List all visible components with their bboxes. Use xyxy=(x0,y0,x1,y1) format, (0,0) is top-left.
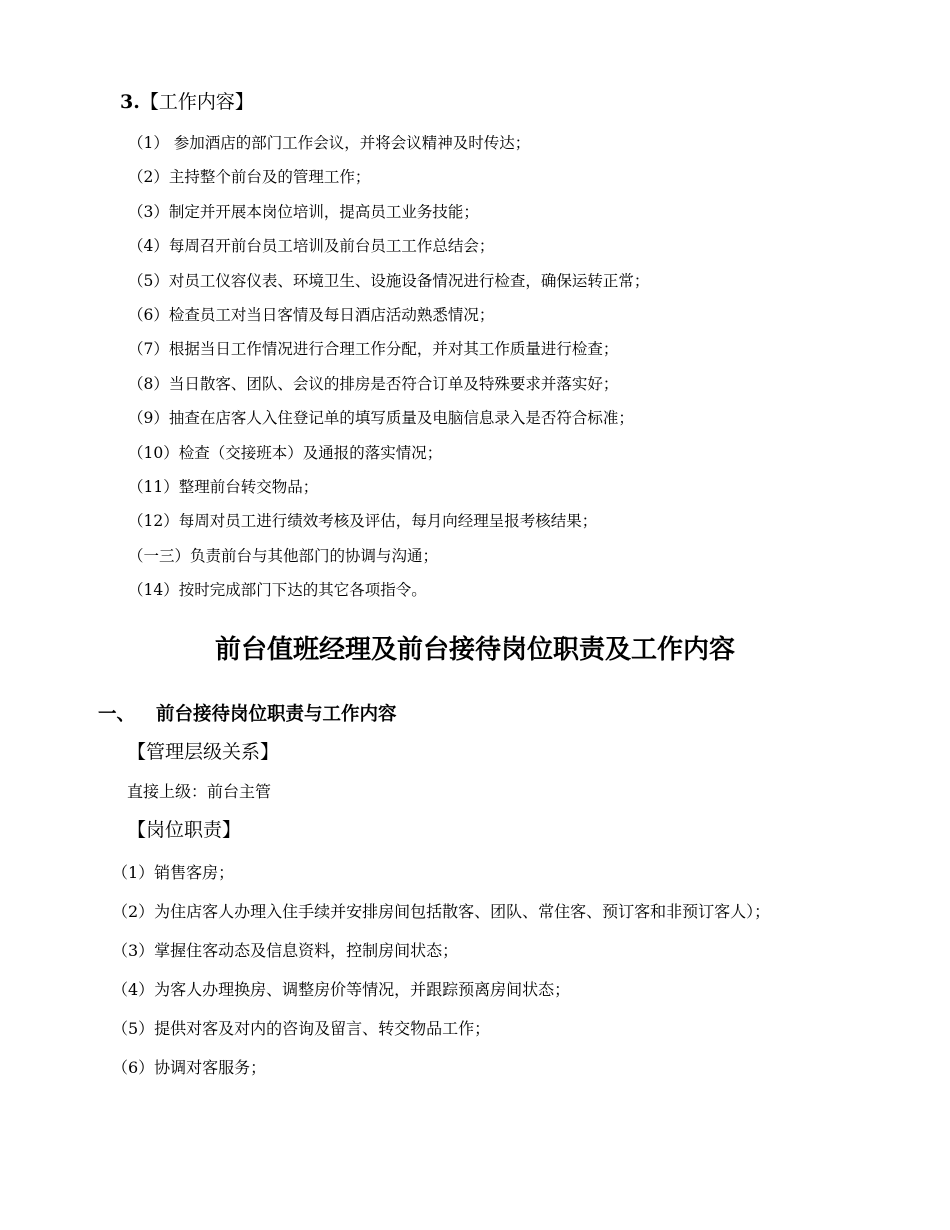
list-item: （3）制定并开展本岗位培训，提高员工业务技能； xyxy=(128,202,479,221)
list-item: （12）每周对员工进行绩效考核及评估，每月向经理呈报考核结果； xyxy=(128,512,598,531)
management-hierarchy-heading: 【管理层级关系】 xyxy=(127,741,280,763)
list-item: （1）销售客房； xyxy=(112,863,235,882)
work-content-list xyxy=(128,126,649,607)
direct-supervisor-text: 直接上级：前台主管 xyxy=(127,782,272,801)
duties-heading: 【岗位职责】 xyxy=(127,819,242,841)
list-item: （9）抽查在店客人入住登记单的填写质量及电脑信息录入是否符合标准； xyxy=(128,409,634,428)
list-item: （2）主持整个前台及的管理工作； xyxy=(128,168,371,187)
list-item: （5）对员工仪容仪表、环境卫生、设施设备情况进行检查，确保运转正常； xyxy=(128,271,650,290)
list-item: （4）每周召开前台员工培训及前台员工工作总结会； xyxy=(128,237,495,256)
list-item: （一三）负责前台与其他部门的协调与沟通； xyxy=(128,546,439,565)
list-item: （3）掌握住客动态及信息资料，控制房间状态； xyxy=(112,941,459,960)
section-3-heading xyxy=(120,88,254,116)
list-item: （11）整理前台转交物品； xyxy=(128,477,319,496)
list-item: （4）为客人办理换房、调整房价等情况，并跟踪预离房间状态； xyxy=(112,980,571,999)
section-3-number: 3. xyxy=(120,91,140,113)
section-one-number: 一、 xyxy=(98,704,136,725)
list-item: （6）协调对客服务； xyxy=(112,1058,267,1077)
duties-list xyxy=(112,853,872,1087)
list-item: （5）提供对客及对内的咨询及留言、转交物品工作； xyxy=(112,1019,491,1038)
list-item: （6）检查员工对当日客情及每日酒店活动熟悉情况； xyxy=(128,305,495,324)
section-one-heading xyxy=(98,700,397,730)
list-item: （1） 参加酒店的部门工作会议，并将会议精神及时传达； xyxy=(128,134,531,152)
page-title: 前台值班经理及前台接待岗位职责及工作内容 xyxy=(214,635,735,665)
list-item: （8）当日散客、团队、会议的排房是否符合订单及特殊要求并落实好； xyxy=(128,374,619,393)
list-item: （7）根据当日工作情况进行合理工作分配，并对其工作质量进行检查； xyxy=(128,340,619,359)
list-item: （2）为住店客人办理入住手续并安排房间包括散客、团队、常住客、预订客和非预订客人）； xyxy=(112,902,771,921)
list-item: （10）检查（交接班本）及通报的落实情况； xyxy=(128,443,443,462)
section-one-title: 前台接待岗位职责与工作内容 xyxy=(156,704,397,725)
list-item: （14）按时完成部门下达的其它各项指令。 xyxy=(128,581,427,600)
section-3-title: 【工作内容】 xyxy=(139,91,254,113)
